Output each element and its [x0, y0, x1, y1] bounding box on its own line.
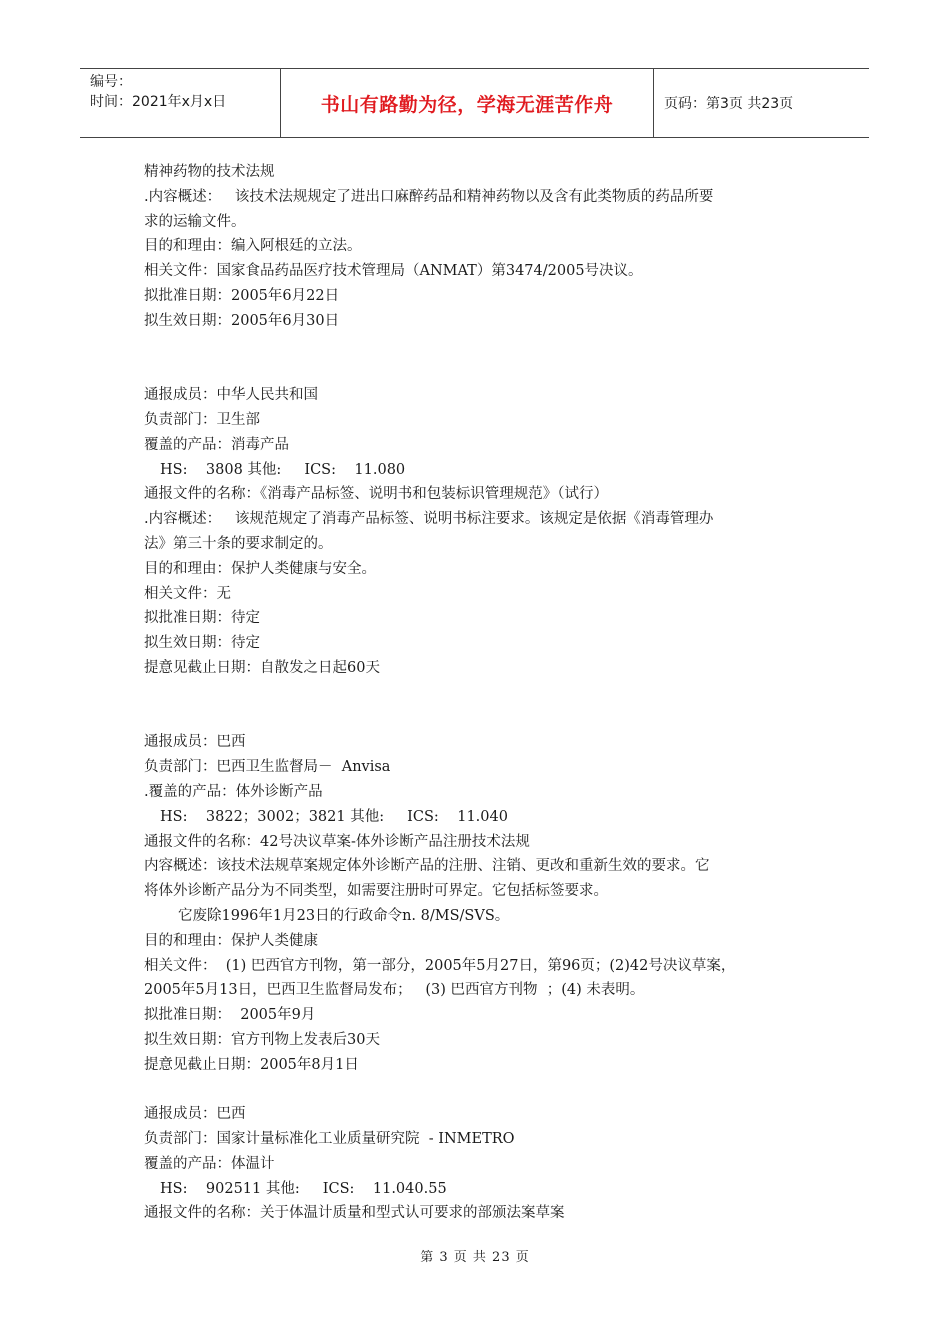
- document-body: [144, 160, 824, 1226]
- comment-deadline-line: 提意见截止日期：2005年8月1日: [144, 1056, 359, 1073]
- member-line: 通报成员：巴西: [144, 1106, 246, 1123]
- page-footer: 第 3 页 共 23 页: [420, 1250, 530, 1265]
- overview-line: 将体外诊断产品分为不同类型，如需要注册时可界定。它包括标签要求。: [144, 883, 608, 900]
- header-page-number: 页码：第3页 共23页: [664, 96, 794, 112]
- effective-date-line: 拟生效日期：2005年6月30日: [144, 312, 340, 329]
- hs-ics-line: HS: 3822；3002；3821 其他: ICS: 11.040: [160, 808, 508, 825]
- approval-date-line: 拟批准日期：待定: [144, 610, 260, 627]
- related-docs-line: 相关文件：无: [144, 585, 231, 602]
- purpose-line: 目的和理由：编入阿根廷的立法。: [144, 238, 362, 255]
- overview-line: 求的运输文件。: [144, 213, 246, 230]
- effective-date-line: 拟生效日期：官方刊物上发表后30天: [144, 1031, 380, 1048]
- document-name-line: 通报文件的名称：关于体温计质量和型式认可要求的部颁法案草案: [144, 1205, 565, 1222]
- header-number: 编号：: [90, 74, 132, 90]
- member-line: 通报成员：中华人民共和国: [144, 387, 318, 404]
- purpose-line: 目的和理由：保护人类健康与安全。: [144, 560, 376, 577]
- section-gap: [144, 334, 824, 384]
- overview-line: .内容概述： 该规范规定了消毒产品标签、说明书标注要求。该规定是依据《消毒管理办: [144, 511, 714, 528]
- department-line: 负责部门：国家计量标准化工业质量研究院 - INMETRO: [144, 1131, 515, 1148]
- document-name-line: 通报文件的名称：《消毒产品标签、说明书和包装标识管理规范》（试行）: [144, 486, 608, 503]
- header-time: 时间：2021年x月x日: [90, 94, 227, 110]
- overview-line: 它废除1996年1月23日的行政命令n. 8/MS/SVS。: [178, 907, 510, 924]
- section-gap: [144, 681, 824, 731]
- comment-deadline-line: 提意见截止日期：自散发之日起60天: [144, 659, 380, 676]
- header-info-cell: [80, 69, 281, 137]
- section-gap: [144, 1077, 824, 1102]
- products-line: .覆盖的产品：体外诊断产品: [144, 783, 323, 800]
- approval-date-line: 拟批准日期： 2005年9月: [144, 1007, 316, 1024]
- hs-ics-line: HS: 3808 其他: ICS: 11.080: [160, 461, 406, 478]
- purpose-line: 目的和理由：保护人类健康: [144, 932, 318, 949]
- overview-line: 法》第三十条的要求制定的。: [144, 535, 333, 552]
- section-title: 精神药物的技术法规: [144, 164, 275, 180]
- overview-line: .内容概述： 该技术法规规定了进出口麻醉药品和精神药物以及含有此类物质的药品所要: [144, 188, 714, 205]
- page-header: [80, 68, 869, 138]
- products-line: 覆盖的产品：体温计: [144, 1155, 275, 1172]
- related-docs-line: 2005年5月13日，巴西卫生监督局发布； (3) 巴西官方刊物 ；(4) 未表明。: [144, 982, 645, 999]
- overview-line: 内容概述：该技术法规草案规定体外诊断产品的注册、注销、更改和重新生效的要求。它: [144, 858, 710, 875]
- effective-date-line: 拟生效日期：待定: [144, 635, 260, 652]
- related-docs-line: 相关文件：国家食品药品医疗技术管理局（ANMAT）第3474/2005号决议。: [144, 263, 643, 280]
- document-name-line: 通报文件的名称：42号决议草案-体外诊断产品注册技术法规: [144, 833, 530, 850]
- member-line: 通报成员：巴西: [144, 734, 246, 751]
- hs-ics-line: HS: 902511 其他: ICS: 11.040.55: [160, 1180, 447, 1197]
- department-line: 负责部门：卫生部: [144, 411, 260, 428]
- approval-date-line: 拟批准日期：2005年6月22日: [144, 287, 340, 304]
- related-docs-line: 相关文件： (1) 巴西官方刊物，第一部分，2005年5月27日，第96页；(2)42号决议草案，: [144, 957, 736, 974]
- header-motto: 书山有路勤为径，学海无涯苦作舟: [281, 69, 654, 137]
- products-line: 覆盖的产品：消毒产品: [144, 436, 289, 453]
- department-line: 负责部门：巴西卫生监督局－ Anvisa: [144, 759, 391, 776]
